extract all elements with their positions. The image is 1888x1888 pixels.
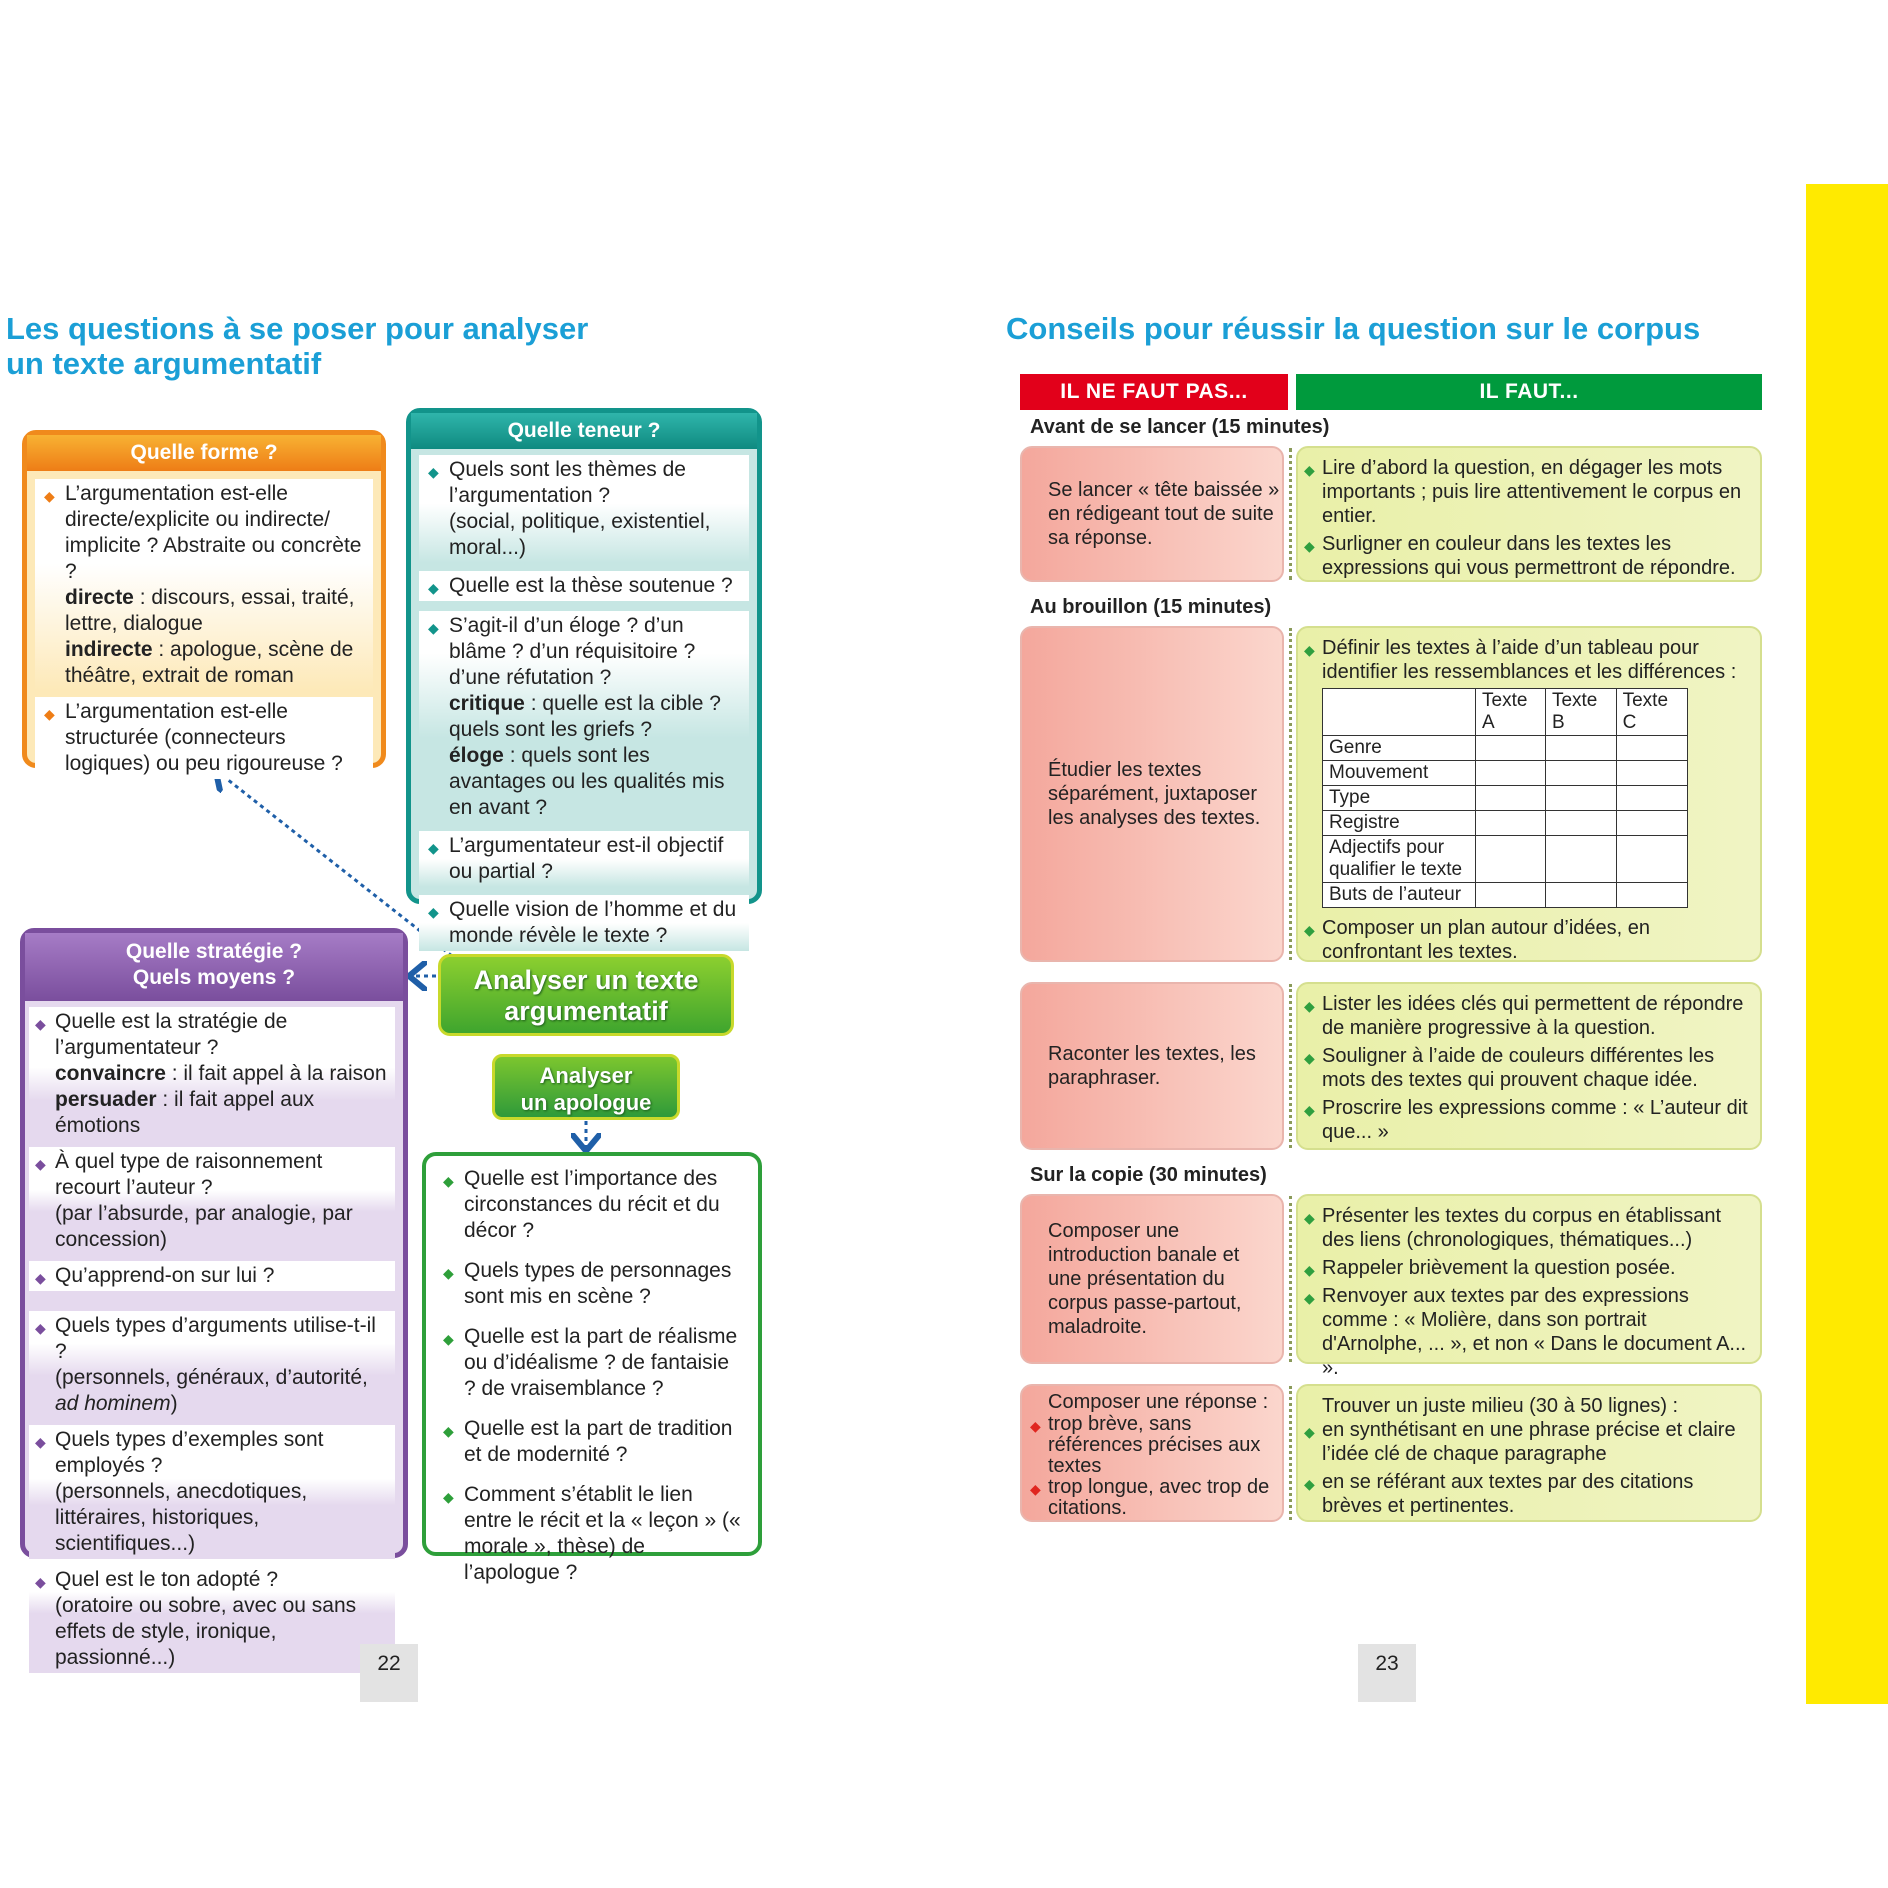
strategie-question-3	[29, 1261, 395, 1291]
s3b-do1-text: en synthétisant en une phrase précise et claire l’idée clé de chaque paragraphe	[1322, 1419, 1736, 1465]
section-brouillon: Au brouillon (15 minutes)	[1030, 596, 1272, 618]
yellow-margin-strip	[1806, 184, 1888, 1704]
apologue-question-2	[434, 1256, 750, 1312]
s2a-do1-text: Définir les textes à l’aide d’un tableau pour identifier les ressemblances et les différences :	[1322, 637, 1737, 683]
table-row	[1323, 811, 1688, 836]
s3b-do-intro: Trouver un juste milieu (30 à 50 lignes) :	[1322, 1395, 1679, 1417]
strategie-title-line-1: Quelle stratégie ?	[125, 940, 303, 963]
s2b-do-card	[1296, 982, 1762, 1150]
forme-q2-text: L’argumentation est-elle structurée (connecteurs logiques) ou peu rigoureuse ?	[65, 700, 343, 775]
s2b-do2-text: Souligner à l’aide de couleurs différentes les mots des textes qui prouvent chaque idée.	[1322, 1045, 1715, 1091]
apologue-q1-text: Quelle est l’importance des circonstances du récit et du décor ?	[464, 1167, 720, 1242]
table-header-row	[1323, 689, 1688, 736]
green-diamond-icon: ◆	[1304, 462, 1315, 478]
page-number-left: 22	[360, 1644, 418, 1702]
s3a-do-item-1	[1304, 1204, 1750, 1252]
green-diamond-icon: ◆	[1304, 998, 1315, 1014]
purple-diamond-icon: ◆	[35, 1320, 46, 1336]
forme-question-2	[35, 697, 373, 779]
convaincre-text: : il fait appel à la raison	[165, 1062, 387, 1085]
directe-text: : discours, essai, traité, lettre, dialogue	[65, 586, 355, 635]
strategie-q5-text: Quels types d’exemples sont employés ?	[55, 1428, 324, 1477]
s2b-dont-text: Raconter les textes, les paraphraser.	[1048, 1043, 1256, 1089]
eloge-text: : quels sont les avantages ou les qualités mis en avant ?	[449, 744, 725, 819]
center-main-node	[438, 954, 734, 1036]
persuader-label: persuader	[55, 1088, 157, 1111]
apologue-question-5	[434, 1480, 750, 1588]
s3b-do-item-1	[1304, 1418, 1750, 1466]
table-row-label: Mouvement	[1323, 761, 1476, 786]
s3a-do2-text: Rappeler brièvement la question posée.	[1322, 1257, 1676, 1279]
s3a-dont-text: Composer une introduction banale et une présentation du corpus passe-partout, maladroite.	[1048, 1220, 1242, 1338]
strategie-question-2	[29, 1147, 395, 1255]
teneur-question-5	[419, 895, 749, 951]
purple-diamond-icon: ◆	[35, 1270, 46, 1286]
green-diamond-icon: ◆	[443, 1173, 454, 1189]
table-row-label: Buts de l’auteur	[1323, 883, 1476, 908]
apologue-q2-text: Quels types de personnages sont mis en scène ?	[464, 1259, 732, 1308]
dotted-divider	[1289, 1386, 1292, 1520]
strategie-question-5	[29, 1425, 395, 1559]
indirecte-label: indirecte	[65, 638, 153, 661]
s3b-do-card	[1296, 1384, 1762, 1522]
teal-diamond-icon: ◆	[428, 840, 439, 856]
apologue-box	[422, 1152, 762, 1584]
apologue-question-4	[434, 1414, 750, 1470]
red-diamond-icon: ◆	[1030, 1481, 1041, 1497]
green-diamond-icon: ◆	[1304, 642, 1315, 658]
table-row	[1323, 736, 1688, 761]
s1-dont-card	[1020, 446, 1284, 582]
table-header-empty	[1323, 689, 1476, 736]
teneur-box-title: Quelle teneur ?	[411, 413, 757, 449]
teal-diamond-icon: ◆	[428, 620, 439, 636]
s2b-do3-text: Proscrire les expressions comme : « L’auteur dit que... »	[1322, 1097, 1748, 1143]
teneur-q5-text: Quelle vision de l’homme et du monde révèle le texte ?	[449, 898, 737, 947]
apologue-q4-text: Quelle est la part de tradition et de modernité ?	[464, 1417, 733, 1466]
green-diamond-icon: ◆	[1304, 1050, 1315, 1066]
table-row-label: Registre	[1323, 811, 1476, 836]
s1-do2-text: Surligner en couleur dans les textes les expressions qui vous permettront de répondre.	[1322, 533, 1736, 579]
teneur-question-1	[419, 455, 749, 563]
center-sub-line-1: Analyser	[539, 1063, 633, 1088]
s2b-do-item-2	[1304, 1044, 1750, 1092]
strategie-question-4	[29, 1311, 395, 1419]
green-diamond-icon: ◆	[443, 1331, 454, 1347]
strategie-title-line-2: Quels moyens ?	[132, 966, 296, 989]
teneur-q1-sub: (social, politique, existentiel, moral...)	[449, 510, 711, 559]
s3a-do1-text: Présenter les textes du corpus en établissant des liens (chronologiques, thématiques...)	[1322, 1205, 1722, 1251]
apologue-q3-text: Quelle est la part de réalisme ou d’idéalisme ? de fantaisie ? de vraisemblance ?	[464, 1325, 738, 1400]
table-header-texte-c: Texte C	[1616, 689, 1687, 736]
teal-diamond-icon: ◆	[428, 464, 439, 480]
green-diamond-icon: ◆	[1304, 538, 1315, 554]
green-diamond-icon: ◆	[1304, 1210, 1315, 1226]
purple-diamond-icon: ◆	[35, 1434, 46, 1450]
forme-q1-text: L’argumentation est-elle directe/explicite ou indirecte/ implicite ? Abstraite ou concrète ?	[65, 482, 362, 583]
center-main-line-2: argumentatif	[504, 996, 668, 1026]
s2b-do-item-1	[1304, 992, 1750, 1040]
table-row-label: Genre	[1323, 736, 1476, 761]
dotted-divider	[1289, 984, 1292, 1148]
green-diamond-icon: ◆	[443, 1489, 454, 1505]
s1-dont-text: Se lancer « tête baissée » en rédigeant tout de suite sa réponse.	[1048, 479, 1280, 549]
apologue-question-3	[434, 1322, 750, 1404]
left-title-line-2: un texte argumentatif	[6, 346, 322, 381]
green-diamond-icon: ◆	[443, 1265, 454, 1281]
critique-label: critique	[449, 692, 525, 715]
strategie-q1-text: Quelle est la stratégie de l’argumentateur ?	[55, 1010, 288, 1059]
green-diamond-icon: ◆	[1304, 1424, 1315, 1440]
strategie-q6-text: Quel est le ton adopté ?	[55, 1568, 278, 1591]
teneur-question-3	[419, 611, 749, 823]
table-header-texte-a: Texte A	[1476, 689, 1546, 736]
table-header-texte-b: Texte B	[1545, 689, 1616, 736]
purple-diamond-icon: ◆	[35, 1156, 46, 1172]
strategie-q4-end: )	[170, 1392, 178, 1415]
s1-do-item-2	[1304, 532, 1750, 580]
column-header-dont: IL NE FAUT PAS...	[1020, 374, 1288, 410]
teneur-q1-text: Quels sont les thèmes de l’argumentation ?	[449, 458, 686, 507]
strategie-box-title	[25, 933, 403, 1001]
right-page-title: Conseils pour réussir la question sur le corpus	[1006, 311, 1701, 346]
s3b-do2-text: en se référant aux textes par des citations brèves et pertinentes.	[1322, 1471, 1694, 1517]
s3b-dont-item-1	[1030, 1413, 1282, 1477]
convaincre-label: convaincre	[55, 1062, 166, 1085]
s2b-dont-card	[1020, 982, 1284, 1150]
center-sub-line-2: un apologue	[520, 1090, 652, 1115]
s3b-do-item-2	[1304, 1470, 1750, 1518]
green-diamond-icon: ◆	[443, 1423, 454, 1439]
strategie-q4-sub: (personnels, généraux, d’autorité,	[55, 1366, 368, 1389]
teneur-q4-text: L’argumentateur est-il objectif ou partial ?	[449, 834, 724, 883]
center-sub-node	[492, 1054, 680, 1120]
orange-diamond-icon: ◆	[44, 488, 55, 504]
apologue-q5-text: Comment s’établit le lien entre le récit et la « leçon » (« morale », thèse) de l’apologue ?	[464, 1483, 741, 1584]
red-diamond-icon: ◆	[1030, 1418, 1041, 1434]
green-diamond-icon: ◆	[1304, 1476, 1315, 1492]
s3b-dont-item-2	[1030, 1476, 1282, 1519]
s1-do-item-1	[1304, 456, 1750, 528]
teneur-question-2	[419, 571, 749, 601]
s3a-do-item-2	[1304, 1256, 1750, 1280]
s2a-dont-text: Étudier les textes séparément, juxtaposer les analyses des textes.	[1048, 759, 1261, 829]
section-avant: Avant de se lancer (15 minutes)	[1030, 416, 1330, 438]
teneur-q3-text: S’agit-il d’un éloge ? d’un blâme ? d’un réquisitoire ? d’une réfutation ?	[449, 614, 696, 689]
s1-do1-text: Lire d’abord la question, en dégager les mots importants ; puis lire attentivement le corpus en entier.	[1322, 457, 1742, 527]
table-row-label: Type	[1323, 786, 1476, 811]
s3b-dont-card	[1020, 1384, 1284, 1522]
center-main-line-1: Analyser un texte	[473, 965, 699, 995]
dotted-divider	[1289, 628, 1292, 960]
green-diamond-icon: ◆	[1304, 922, 1315, 938]
s3b-dont1-text: trop brève, sans références précises aux textes	[1048, 1413, 1261, 1477]
teneur-question-4	[419, 831, 749, 887]
s3a-do3-text: Renvoyer aux textes par des expressions comme : « Molière, dans son portrait d'Arnolphe, ... », et non « Dans le document A... ».	[1322, 1285, 1747, 1379]
critique-text: : quelle est la cible ? quels sont les griefs ?	[449, 692, 721, 741]
green-diamond-icon: ◆	[1304, 1290, 1315, 1306]
s2a-do-card	[1296, 626, 1762, 962]
table-row	[1323, 761, 1688, 786]
strategie-q2-sub: (par l’absurde, par analogie, par concession)	[55, 1202, 353, 1251]
purple-diamond-icon: ◆	[35, 1016, 46, 1032]
persuader-text: : il fait appel aux émotions	[55, 1088, 315, 1137]
directe-label: directe	[65, 586, 134, 609]
forme-box-title: Quelle forme ?	[27, 435, 381, 471]
comparison-table	[1322, 688, 1688, 908]
teneur-q2-text: Quelle est la thèse soutenue ?	[449, 574, 733, 597]
s1-do-card	[1296, 446, 1762, 582]
table-row	[1323, 786, 1688, 811]
s2b-do-item-3	[1304, 1096, 1750, 1144]
teneur-box	[406, 408, 762, 947]
s3b-dont-intro: Composer une réponse :	[1048, 1391, 1269, 1413]
strategie-question-6	[29, 1565, 395, 1673]
eloge-label: éloge	[449, 744, 504, 767]
s3a-do-item-3	[1304, 1284, 1750, 1380]
strategie-q5-sub: (personnels, anecdotiques, littéraires, historiques, scientifiques...)	[55, 1480, 308, 1555]
dotted-divider	[1289, 1196, 1292, 1362]
forme-question-1	[35, 479, 373, 691]
apologue-question-1	[434, 1164, 750, 1246]
orange-diamond-icon: ◆	[44, 706, 55, 722]
forme-box	[22, 430, 386, 775]
s2a-do-item-1	[1304, 636, 1750, 684]
s2a-do2-text: Composer un plan autour d’idées, en confrontant les textes.	[1322, 917, 1650, 963]
strategie-q6-sub: (oratoire ou sobre, avec ou sans effets de style, ironique, passionné...)	[55, 1594, 357, 1669]
s3a-dont-card	[1020, 1194, 1284, 1364]
table-row	[1323, 883, 1688, 908]
strategie-question-1	[29, 1007, 395, 1141]
strategie-q4-italic: ad hominem	[55, 1392, 171, 1415]
green-diamond-icon: ◆	[1304, 1102, 1315, 1118]
indirecte-text: : apologue, scène de théâtre, extrait de roman	[65, 638, 354, 687]
column-header-do: IL FAUT...	[1296, 374, 1762, 410]
s3b-dont2-text: trop longue, avec trop de citations.	[1048, 1476, 1270, 1519]
strategie-q3-text: Qu’apprend-on sur lui ?	[55, 1264, 275, 1287]
s2b-do1-text: Lister les idées clés qui permettent de répondre de manière progressive à la question.	[1322, 993, 1744, 1039]
strategie-q2-text: À quel type de raisonnement recourt l’auteur ?	[55, 1150, 323, 1199]
green-diamond-icon: ◆	[1304, 1262, 1315, 1278]
table-row-label: Adjectifs pour qualifier le texte	[1323, 836, 1476, 883]
strategie-q4-text: Quels types d’arguments utilise-t-il ?	[55, 1314, 376, 1363]
table-row	[1323, 836, 1688, 883]
teal-diamond-icon: ◆	[428, 904, 439, 920]
page-number-right: 23	[1358, 1644, 1416, 1702]
section-copie: Sur la copie (30 minutes)	[1030, 1164, 1267, 1186]
teal-diamond-icon: ◆	[428, 580, 439, 596]
s2a-do-item-2	[1304, 916, 1750, 964]
left-title-line-1: Les questions à se poser pour analyser	[6, 311, 589, 346]
dotted-divider	[1289, 448, 1292, 580]
s2a-dont-card	[1020, 626, 1284, 962]
purple-diamond-icon: ◆	[35, 1574, 46, 1590]
s3a-do-card	[1296, 1194, 1762, 1379]
